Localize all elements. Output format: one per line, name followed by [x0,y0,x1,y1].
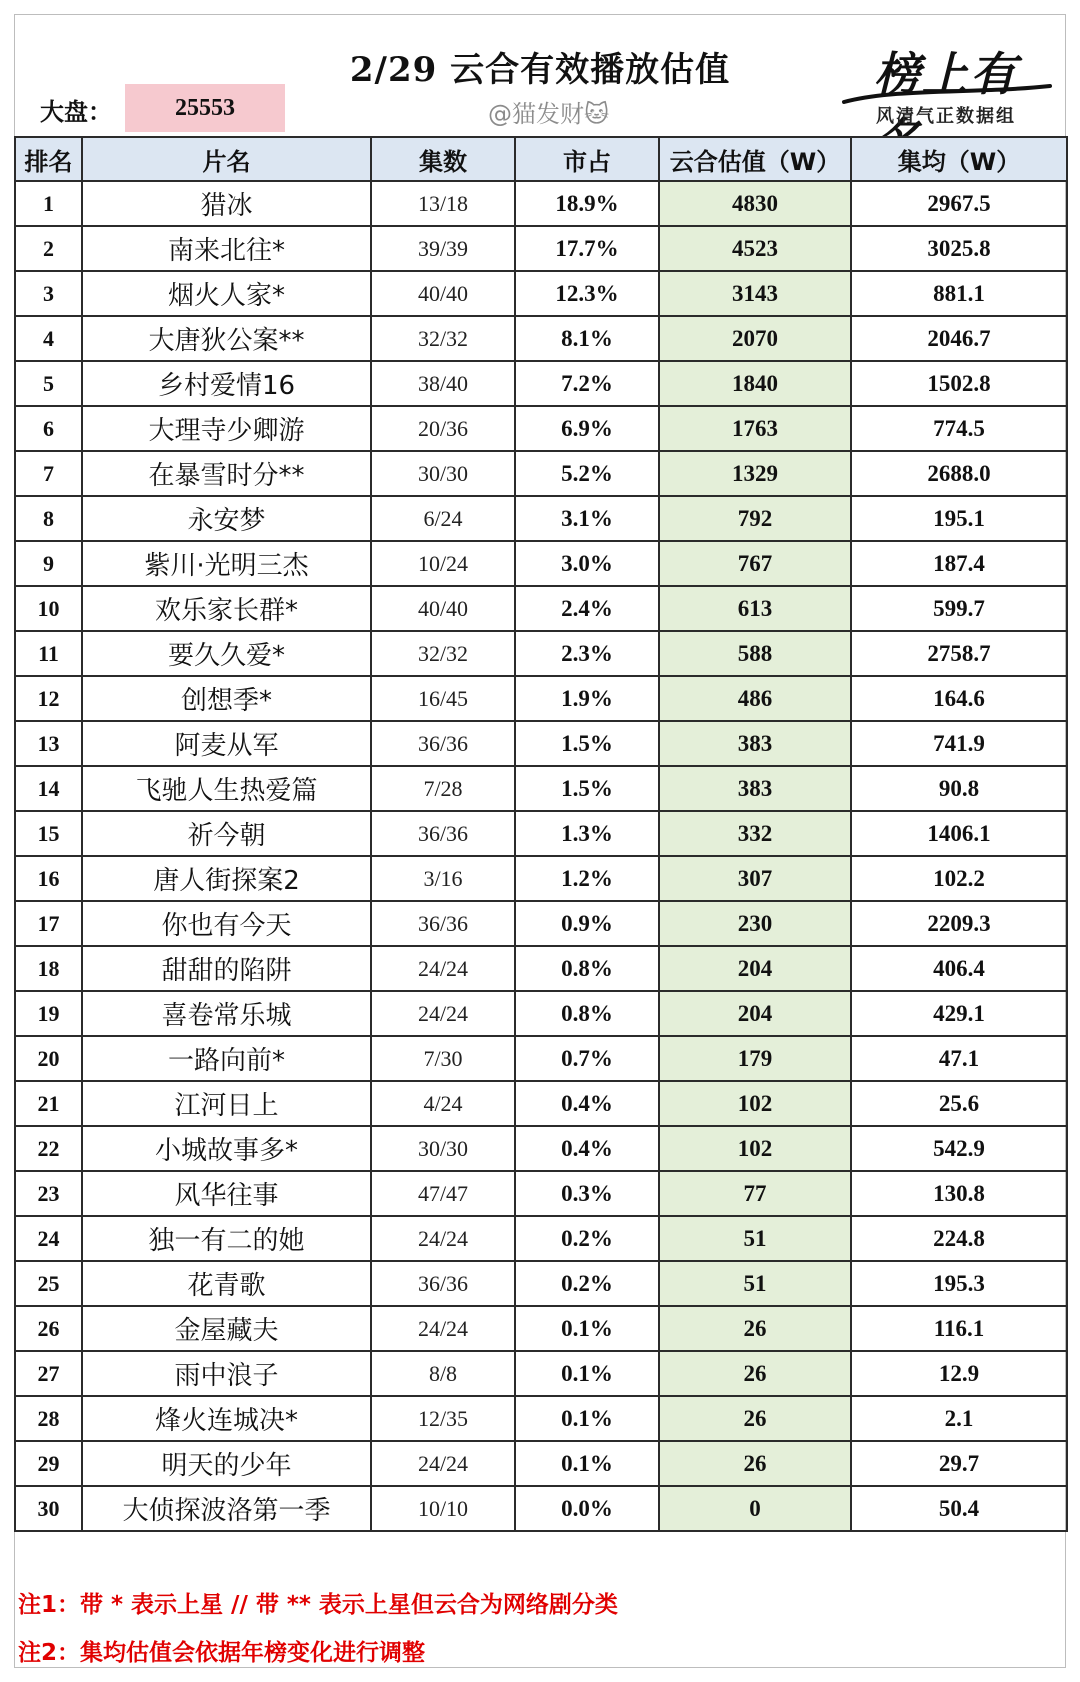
episodes-cell: 13/18 [371,181,515,226]
table-row [15,496,1067,541]
share-cell: 3.0% [515,541,659,586]
avg-cell: 542.9 [851,1126,1067,1171]
avg-cell: 2967.5 [851,181,1067,226]
share-cell: 0.4% [515,1126,659,1171]
table-row [15,541,1067,586]
table-row [15,676,1067,721]
episodes-cell: 30/30 [371,451,515,496]
estimate-cell: 26 [659,1441,851,1486]
estimate-cell: 77 [659,1171,851,1216]
share-cell: 1.5% [515,766,659,811]
rank-cell: 1 [15,181,82,226]
table-row [15,721,1067,766]
title-cell: 雨中浪子 [82,1351,371,1396]
rank-cell: 21 [15,1081,82,1126]
estimate-cell: 613 [659,586,851,631]
table-row [15,856,1067,901]
title-cell: 金屋藏夫 [82,1306,371,1351]
avg-cell: 2688.0 [851,451,1067,496]
title-cell: 花青歌 [82,1261,371,1306]
episodes-cell: 24/24 [371,946,515,991]
estimate-cell: 230 [659,901,851,946]
episodes-cell: 24/24 [371,991,515,1036]
table-row [15,181,1067,226]
title-cell: 永安梦 [82,496,371,541]
brand-logo [836,36,1054,134]
share-cell: 1.2% [515,856,659,901]
episodes-cell: 24/24 [371,1216,515,1261]
share-cell: 12.3% [515,271,659,316]
episodes-cell: 20/36 [371,406,515,451]
avg-cell: 47.1 [851,1036,1067,1081]
rank-cell: 27 [15,1351,82,1396]
col-header-episodes: 集数 [371,137,515,181]
rank-cell: 12 [15,676,82,721]
episodes-cell: 12/35 [371,1396,515,1441]
title-cell: 烟火人家* [82,271,371,316]
table-row [15,1441,1067,1486]
dapan-value: 25553 [125,84,285,132]
episodes-cell: 36/36 [371,811,515,856]
share-cell: 0.8% [515,946,659,991]
episodes-cell: 8/8 [371,1351,515,1396]
rank-cell: 28 [15,1396,82,1441]
share-cell: 1.9% [515,676,659,721]
rank-cell: 11 [15,631,82,676]
avg-cell: 50.4 [851,1486,1067,1531]
rank-cell: 5 [15,361,82,406]
rank-cell: 25 [15,1261,82,1306]
rank-cell: 26 [15,1306,82,1351]
estimate-cell: 179 [659,1036,851,1081]
avg-cell: 187.4 [851,541,1067,586]
share-cell: 1.3% [515,811,659,856]
table-row [15,1126,1067,1171]
rank-cell: 10 [15,586,82,631]
table-row [15,271,1067,316]
table-row [15,586,1067,631]
col-header-title: 片名 [82,137,371,181]
table-row [15,1081,1067,1126]
share-cell: 0.4% [515,1081,659,1126]
estimate-cell: 51 [659,1216,851,1261]
share-cell: 2.3% [515,631,659,676]
estimate-cell: 51 [659,1261,851,1306]
share-cell: 18.9% [515,181,659,226]
title-cell: 明天的少年 [82,1441,371,1486]
title-cell: 唐人街探案2 [82,856,371,901]
title-cell: 在暴雪时分** [82,451,371,496]
title-cell: 甜甜的陷阱 [82,946,371,991]
title-cell: 紫川·光明三杰 [82,541,371,586]
avg-cell: 406.4 [851,946,1067,991]
estimate-cell: 383 [659,766,851,811]
episodes-cell: 7/30 [371,1036,515,1081]
share-cell: 7.2% [515,361,659,406]
rank-cell: 18 [15,946,82,991]
avg-cell: 195.3 [851,1261,1067,1306]
estimate-cell: 0 [659,1486,851,1531]
rank-cell: 2 [15,226,82,271]
avg-cell: 164.6 [851,676,1067,721]
estimate-cell: 4830 [659,181,851,226]
rank-cell: 14 [15,766,82,811]
share-cell: 2.4% [515,586,659,631]
rank-cell: 7 [15,451,82,496]
avg-cell: 741.9 [851,721,1067,766]
rank-cell: 22 [15,1126,82,1171]
episodes-cell: 3/16 [371,856,515,901]
avg-cell: 881.1 [851,271,1067,316]
logo-main-text: 榜上有 [874,47,1018,101]
share-cell: 0.2% [515,1216,659,1261]
episodes-cell: 24/24 [371,1441,515,1486]
estimate-cell: 102 [659,1126,851,1171]
episodes-cell: 36/36 [371,1261,515,1306]
share-cell: 0.1% [515,1351,659,1396]
avg-cell: 2209.3 [851,901,1067,946]
episodes-cell: 16/45 [371,676,515,721]
avg-cell: 1502.8 [851,361,1067,406]
estimate-cell: 26 [659,1306,851,1351]
col-header-share: 市占 [515,137,659,181]
estimate-cell: 1329 [659,451,851,496]
table-row [15,811,1067,856]
table-row [15,1306,1067,1351]
rank-cell: 17 [15,901,82,946]
episodes-cell: 32/32 [371,631,515,676]
estimate-cell: 4523 [659,226,851,271]
table-row [15,1486,1067,1531]
rank-cell: 13 [15,721,82,766]
episodes-cell: 40/40 [371,586,515,631]
estimate-cell: 3143 [659,271,851,316]
title-cell: 猎冰 [82,181,371,226]
title-cell: 独一有二的她 [82,1216,371,1261]
avg-cell: 12.9 [851,1351,1067,1396]
episodes-cell: 4/24 [371,1081,515,1126]
note-2: 注2：集均估值会依据年榜变化进行调整 [18,1640,426,1666]
share-cell: 6.9% [515,406,659,451]
share-cell: 0.2% [515,1261,659,1306]
table-row [15,1036,1067,1081]
rank-cell: 4 [15,316,82,361]
col-header-avg: 集均（W） [851,137,1067,181]
estimate-cell: 486 [659,676,851,721]
table-row [15,1351,1067,1396]
title-cell: 要久久爱* [82,631,371,676]
title-cell: 一路向前* [82,1036,371,1081]
logo-sub-text: 风清气正数据组 [876,106,1016,127]
rank-cell: 6 [15,406,82,451]
episodes-cell: 40/40 [371,271,515,316]
title-cell: 烽火连城决* [82,1396,371,1441]
title-cell: 欢乐家长群* [82,586,371,631]
title-cell: 风华往事 [82,1171,371,1216]
title-cell: 小城故事多* [82,1126,371,1171]
estimate-cell: 767 [659,541,851,586]
rank-cell: 29 [15,1441,82,1486]
rank-cell: 9 [15,541,82,586]
weibo-handle: @猫发财🐱 [488,100,610,128]
share-cell: 0.7% [515,1036,659,1081]
avg-cell: 224.8 [851,1216,1067,1261]
episodes-cell: 36/36 [371,901,515,946]
title-cell: 祈今朝 [82,811,371,856]
avg-cell: 29.7 [851,1441,1067,1486]
avg-cell: 2046.7 [851,316,1067,361]
avg-cell: 25.6 [851,1081,1067,1126]
share-cell: 0.8% [515,991,659,1036]
table-row [15,631,1067,676]
estimate-cell: 204 [659,991,851,1036]
share-cell: 3.1% [515,496,659,541]
avg-cell: 774.5 [851,406,1067,451]
share-cell: 8.1% [515,316,659,361]
episodes-cell: 38/40 [371,361,515,406]
table-row [15,946,1067,991]
share-cell: 0.9% [515,901,659,946]
estimate-cell: 332 [659,811,851,856]
dapan-label: 大盘： [40,98,112,126]
table-row [15,991,1067,1036]
episodes-cell: 10/10 [371,1486,515,1531]
title-cell: 喜卷常乐城 [82,991,371,1036]
episodes-cell: 10/24 [371,541,515,586]
episodes-cell: 6/24 [371,496,515,541]
avg-cell: 599.7 [851,586,1067,631]
estimate-cell: 1840 [659,361,851,406]
title-cell: 大侦探波洛第一季 [82,1486,371,1531]
title-cell: 你也有今天 [82,901,371,946]
rank-cell: 8 [15,496,82,541]
episodes-cell: 24/24 [371,1306,515,1351]
avg-cell: 3025.8 [851,226,1067,271]
title-cell: 阿麦从军 [82,721,371,766]
title-cell: 大唐狄公案** [82,316,371,361]
avg-cell: 2758.7 [851,631,1067,676]
avg-cell: 130.8 [851,1171,1067,1216]
estimate-cell: 1763 [659,406,851,451]
page-title: 2/29 云合有效播放估值 [349,50,731,90]
estimate-cell: 588 [659,631,851,676]
avg-cell: 90.8 [851,766,1067,811]
avg-cell: 195.1 [851,496,1067,541]
ranking-table [14,136,1068,1532]
title-cell: 创想季* [82,676,371,721]
title-cell: 乡村爱情16 [82,361,371,406]
estimate-cell: 307 [659,856,851,901]
rank-cell: 23 [15,1171,82,1216]
episodes-cell: 32/32 [371,316,515,361]
episodes-cell: 30/30 [371,1126,515,1171]
rank-cell: 20 [15,1036,82,1081]
estimate-cell: 383 [659,721,851,766]
title-cell: 大理寺少卿游 [82,406,371,451]
estimate-cell: 102 [659,1081,851,1126]
share-cell: 1.5% [515,721,659,766]
table-row [15,1261,1067,1306]
table-row [15,1396,1067,1441]
share-cell: 0.3% [515,1171,659,1216]
title-cell: 江河日上 [82,1081,371,1126]
estimate-cell: 792 [659,496,851,541]
table-row [15,451,1067,496]
rank-cell: 19 [15,991,82,1036]
table-row [15,1171,1067,1216]
episodes-cell: 36/36 [371,721,515,766]
estimate-cell: 2070 [659,316,851,361]
table-row [15,901,1067,946]
share-cell: 0.1% [515,1306,659,1351]
episodes-cell: 47/47 [371,1171,515,1216]
rank-cell: 3 [15,271,82,316]
table-header-row [15,137,1067,181]
avg-cell: 116.1 [851,1306,1067,1351]
share-cell: 5.2% [515,451,659,496]
episodes-cell: 7/28 [371,766,515,811]
estimate-cell: 26 [659,1396,851,1441]
share-cell: 17.7% [515,226,659,271]
avg-cell: 429.1 [851,991,1067,1036]
rank-cell: 15 [15,811,82,856]
estimate-cell: 204 [659,946,851,991]
rank-cell: 30 [15,1486,82,1531]
estimate-cell: 26 [659,1351,851,1396]
table-row [15,1216,1067,1261]
table-row [15,361,1067,406]
avg-cell: 102.2 [851,856,1067,901]
episodes-cell: 39/39 [371,226,515,271]
table-row [15,406,1067,451]
title-cell: 飞驰人生热爱篇 [82,766,371,811]
note-1: 注1：带 * 表示上星 // 带 ** 表示上星但云合为网络剧分类 [18,1592,618,1618]
share-cell: 0.1% [515,1441,659,1486]
title-cell: 南来北往* [82,226,371,271]
share-cell: 0.1% [515,1396,659,1441]
col-header-rank: 排名 [15,137,82,181]
share-cell: 0.0% [515,1486,659,1531]
rank-cell: 24 [15,1216,82,1261]
avg-cell: 2.1 [851,1396,1067,1441]
table-row [15,766,1067,811]
table-row [15,316,1067,361]
rank-cell: 16 [15,856,82,901]
avg-cell: 1406.1 [851,811,1067,856]
col-header-estimate: 云合估值（W） [659,137,851,181]
table-row [15,226,1067,271]
